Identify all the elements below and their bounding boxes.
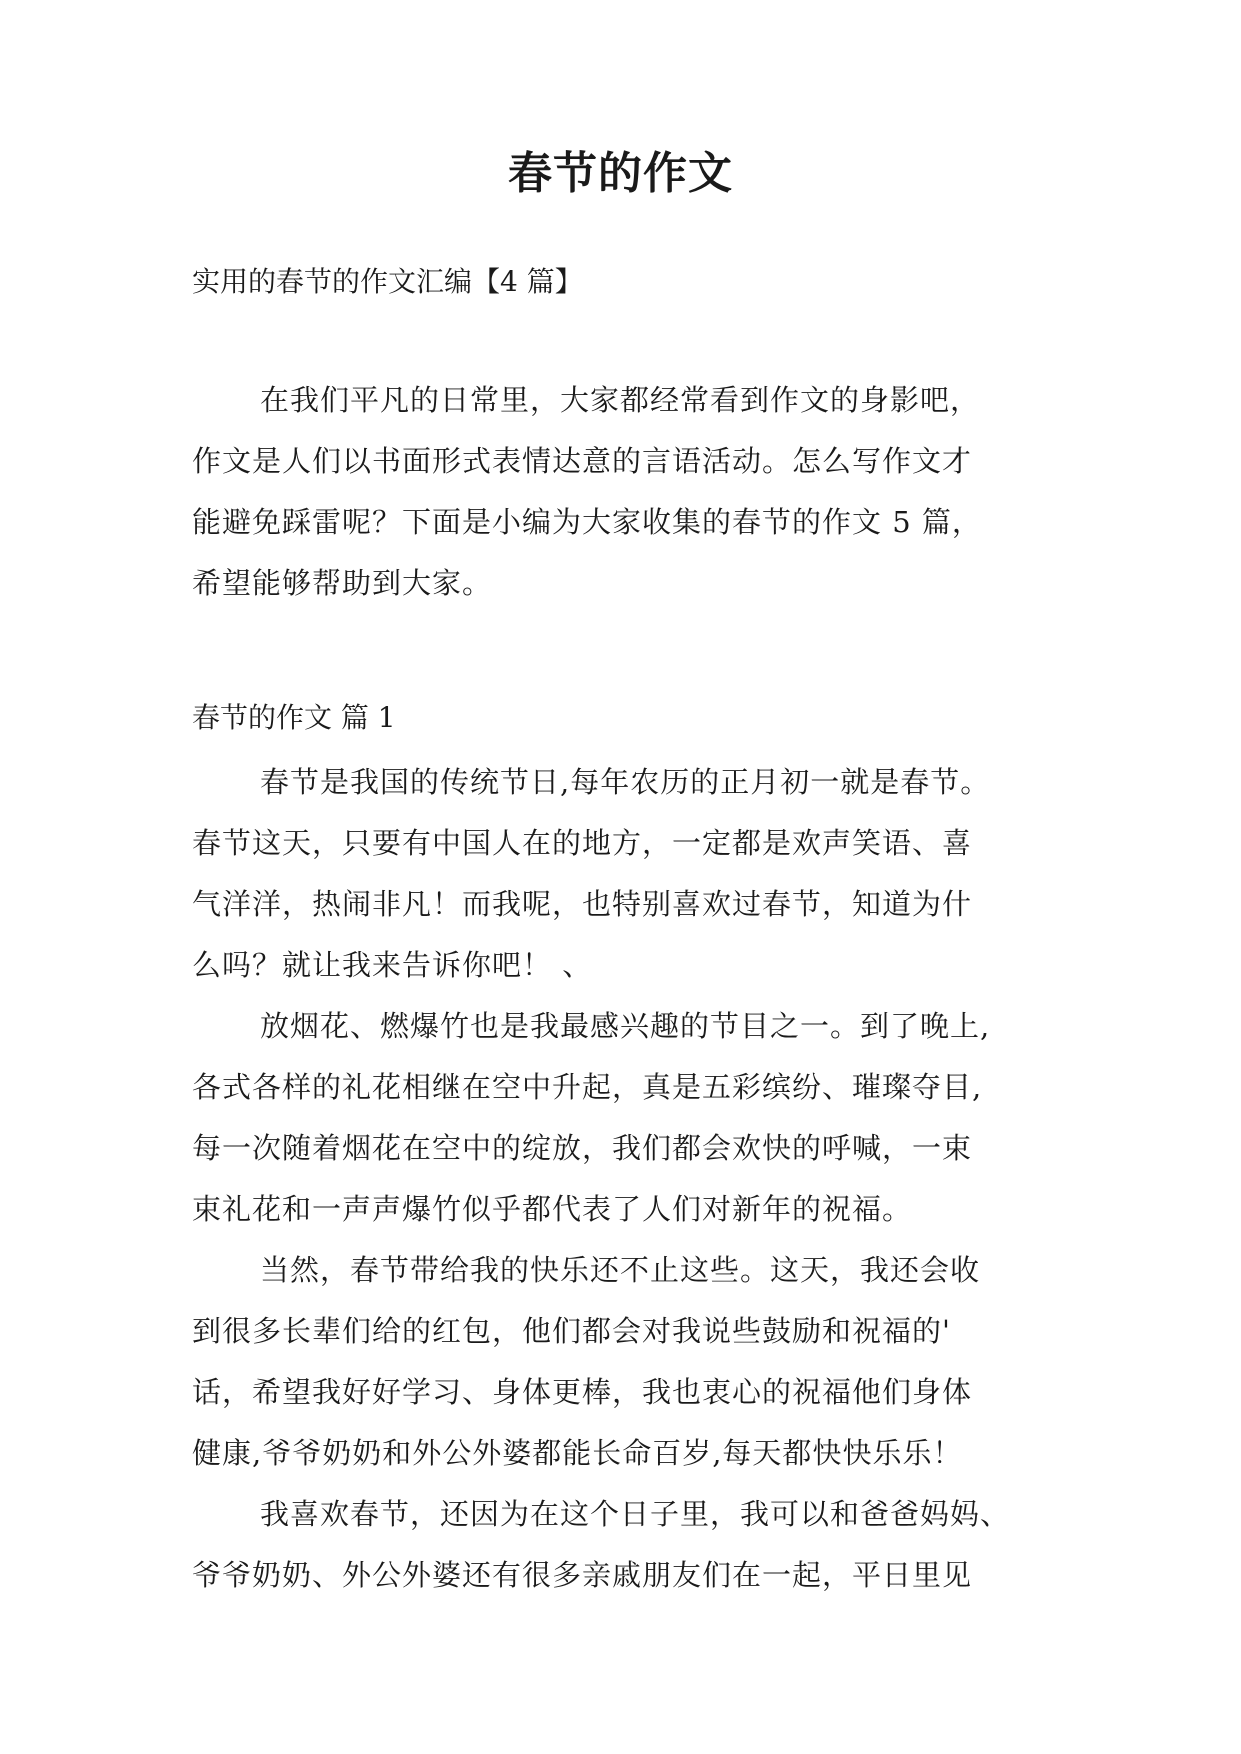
body-paragraph — [192, 996, 1072, 1240]
document-subtitle: 实用的春节的作文汇编【4 篇】 — [192, 265, 583, 298]
intro-line: 在我们平凡的日常里，大家都经常看到作文的身影吧， — [260, 383, 981, 417]
paragraph-line: 当然，春节带给我的快乐还不止这些。这天，我还会收 — [260, 1253, 981, 1287]
paragraph-line: 放烟花、燃爆竹也是我最感兴趣的节目之一。到了晚上, — [260, 1009, 991, 1043]
body-paragraph — [192, 1240, 1072, 1484]
paragraph-line: 春节是我国的传统节日,每年农历的正月初一就是春节。 — [260, 765, 991, 799]
document-title: 春节的作文 — [508, 148, 733, 199]
paragraph-line: 春节这天，只要有中国人在的地方，一定都是欢声笑语、喜 — [192, 826, 973, 860]
paragraph-line: 话，希望我好好学习、身体更棒，我也衷心的祝福他们身体 — [192, 1375, 973, 1409]
section-heading: 春节的作文 篇 1 — [192, 701, 396, 734]
paragraph-line: 我喜欢春节，还因为在这个日子里，我可以和爸爸妈妈、 — [260, 1497, 1011, 1531]
paragraph-line: 爷爷奶奶、外公外婆还有很多亲戚朋友们在一起，平日里见 — [192, 1558, 973, 1592]
intro-line: 作文是人们以书面形式表情达意的言语活动。怎么写作文才 — [192, 444, 973, 478]
body-paragraph — [192, 752, 1072, 996]
paragraph-line: 健康,爷爷奶奶和外公外婆都能长命百岁,每天都快快乐乐！ — [192, 1436, 963, 1470]
paragraph-line: 各式各样的礼花相继在空中升起，真是五彩缤纷、璀璨夺目, — [192, 1070, 983, 1104]
intro-line: 能避免踩雷呢？下面是小编为大家收集的春节的作文 5 篇， — [192, 505, 982, 539]
paragraph-line: 每一次随着烟花在空中的绽放，我们都会欢快的呼喊，一束 — [192, 1131, 973, 1165]
intro-paragraph — [192, 370, 1072, 614]
paragraph-line: 么吗？就让我来告诉你吧！ 、 — [192, 948, 593, 982]
paragraph-line: 到很多长辈们给的红包，他们都会对我说些鼓励和祝福的' — [192, 1314, 951, 1348]
body-paragraph — [192, 1484, 1072, 1606]
paragraph-line: 气洋洋，热闹非凡！而我呢，也特别喜欢过春节，知道为什 — [192, 887, 973, 921]
paragraph-line: 束礼花和一声声爆竹似乎都代表了人们对新年的祝福。 — [192, 1192, 913, 1226]
intro-line: 希望能够帮助到大家。 — [192, 566, 493, 600]
